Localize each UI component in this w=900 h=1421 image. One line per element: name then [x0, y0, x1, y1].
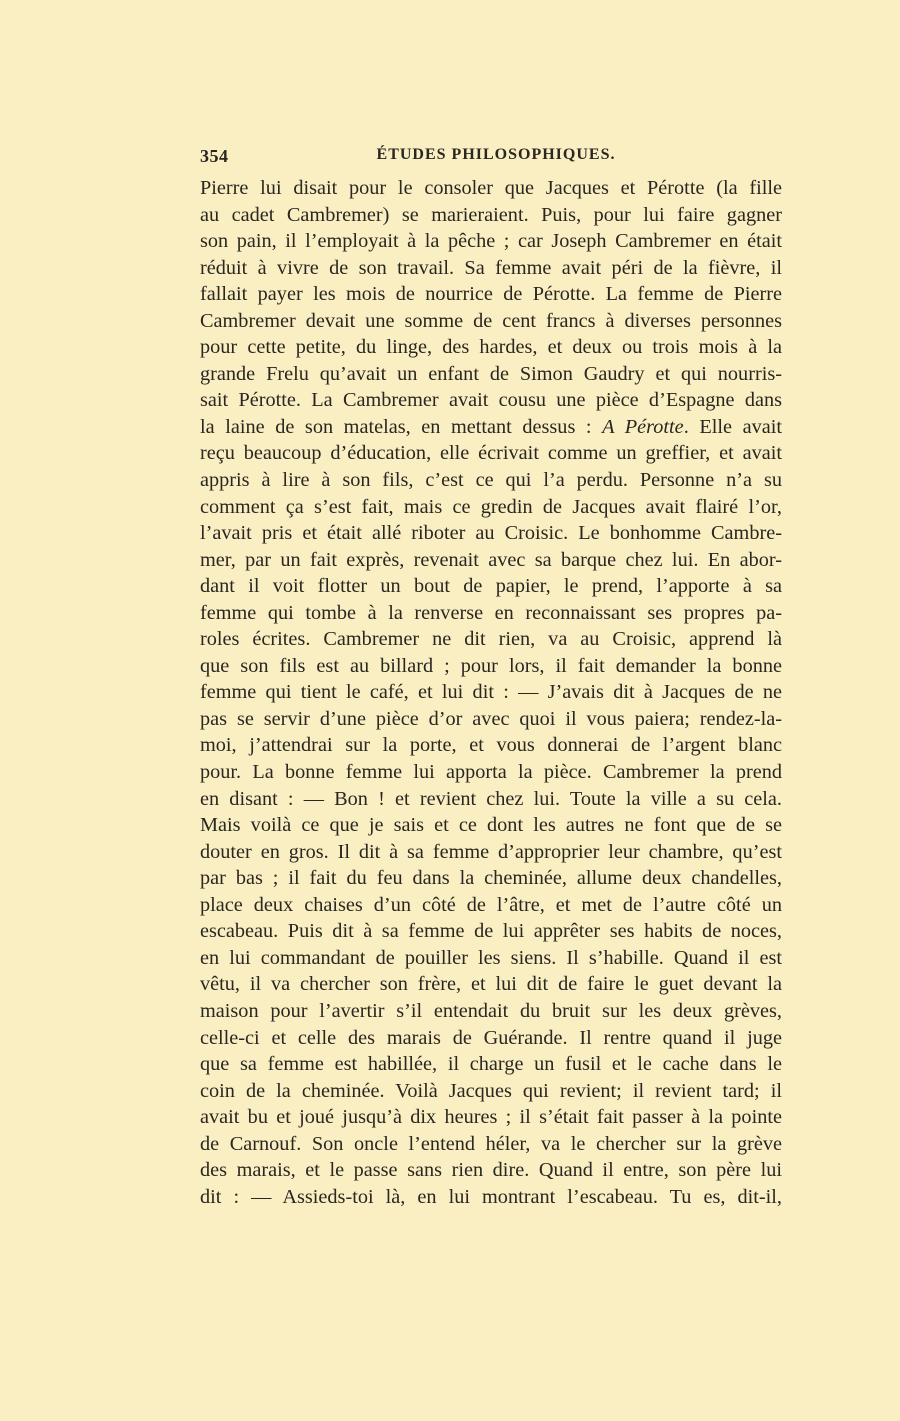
- text-line: au cadet Cambremer) se marieraient. Puis, pour lui faire gagner: [200, 203, 782, 226]
- running-title: ÉTUDES PHILOSOPHIQUES.: [376, 146, 616, 163]
- text-line: roles écrites. Cambremer ne dit rien, va au Croisic, apprend là: [200, 628, 782, 651]
- page-number: 354: [200, 146, 229, 166]
- text-line: Mais voilà ce que je sais et ce dont les autres ne font que de se: [200, 814, 782, 837]
- body-text: [200, 175, 782, 1210]
- text-line: escabeau. Puis dit à sa femme de lui apprêter ses habits de noces,: [200, 920, 782, 943]
- text-line: grande Frelu qu’avait un enfant de Simon Gaudry et qui nourris-: [200, 362, 782, 385]
- text-line: coin de la cheminée. Voilà Jacques qui revient; il revient tard; il: [200, 1079, 782, 1102]
- text-line: dant il voit flotter un bout de papier, le prend, l’apporte à sa: [200, 575, 782, 598]
- text-segment: la laine de son matelas, en mettant dessus :: [200, 415, 603, 438]
- text-line: l’avait pris et était allé riboter au Croisic. Le bonhomme Cambre-: [200, 522, 782, 545]
- text-line: maison pour l’avertir s’il entendait du bruit sur les deux grèves,: [200, 999, 782, 1022]
- text-line: réduit à vivre de son travail. Sa femme avait péri de la fièvre, il: [200, 256, 782, 279]
- text-line: place deux chaises d’un côté de l’âtre, et met de l’autre côté un: [200, 893, 782, 916]
- text-line: sait Pérotte. La Cambremer avait cousu une pièce d’Espagne dans: [200, 389, 782, 412]
- text-line: reçu beaucoup d’éducation, elle écrivait comme un greffier, et avait: [200, 442, 782, 465]
- text-line: comment ça s’est fait, mais ce gredin de Jacques avait flairé l’or,: [200, 495, 782, 518]
- text-segment: . Elle avait: [683, 415, 782, 438]
- text-line: [200, 414, 782, 441]
- text-line: que sa femme est habillée, il charge un fusil et le cache dans le: [200, 1053, 782, 1076]
- running-header: [200, 146, 782, 170]
- text-line: appris à lire à son fils, c’est ce qui l’a perdu. Personne n’a su: [200, 469, 782, 492]
- text-line: dit : — Assieds-toi là, en lui montrant l’escabeau. Tu es, dit-il,: [200, 1185, 782, 1208]
- text-line: fallait payer les mois de nourrice de Pérotte. La femme de Pierre: [200, 283, 782, 306]
- text-line: avait bu et joué jusqu’à dix heures ; il s’était fait passer à la pointe: [200, 1106, 782, 1129]
- text-line: son pain, il l’employait à la pêche ; car Joseph Cambremer en était: [200, 230, 782, 253]
- text-line: pour. La bonne femme lui apporta la pièce. Cambremer la prend: [200, 761, 782, 784]
- text-line: pour cette petite, du linge, des hardes, et deux ou trois mois à la: [200, 336, 782, 359]
- text-line: vêtu, il va chercher son frère, et lui dit de faire le guet devant la: [200, 973, 782, 996]
- text-line: pas se servir d’une pièce d’or avec quoi il vous paiera; rendez-la-: [200, 707, 782, 730]
- text-line: mer, par un fait exprès, revenait avec sa barque chez lui. En abor-: [200, 548, 782, 571]
- text-line: moi, j’attendrai sur la porte, et vous donnerai de l’argent blanc: [200, 734, 782, 757]
- text-line: celle-ci et celle des marais de Guérande. Il rentre quand il juge: [200, 1026, 782, 1049]
- text-line: femme qui tombe à la renverse en reconnaissant ses propres pa-: [200, 601, 782, 624]
- text-line: Pierre lui disait pour le consoler que Jacques et Pérotte (la fille: [200, 177, 782, 199]
- text-line: en lui commandant de pouiller les siens. Il s’habille. Quand il est: [200, 946, 782, 969]
- text-line: douter en gros. Il dit à sa femme d’approprier leur chambre, qu’est: [200, 840, 782, 863]
- text-line: Cambremer devait une somme de cent francs à diverses personnes: [200, 309, 782, 332]
- text-line: femme qui tient le café, et lui dit : — J’avais dit à Jacques de ne: [200, 681, 782, 704]
- text-line: que son fils est au billard ; pour lors, il fait demander la bonne: [200, 654, 782, 677]
- emphasized-text: A Pérotte: [602, 415, 684, 438]
- text-line: de Carnouf. Son oncle l’entend héler, va le chercher sur la grève: [200, 1132, 782, 1155]
- text-line: des marais, et le passe sans rien dire. Quand il entre, son père lui: [200, 1159, 782, 1182]
- text-line: en disant : — Bon ! et revient chez lui. Toute la ville a su cela.: [200, 787, 782, 810]
- text-line: par bas ; il fait du feu dans la cheminée, allume deux chandelles,: [200, 867, 782, 890]
